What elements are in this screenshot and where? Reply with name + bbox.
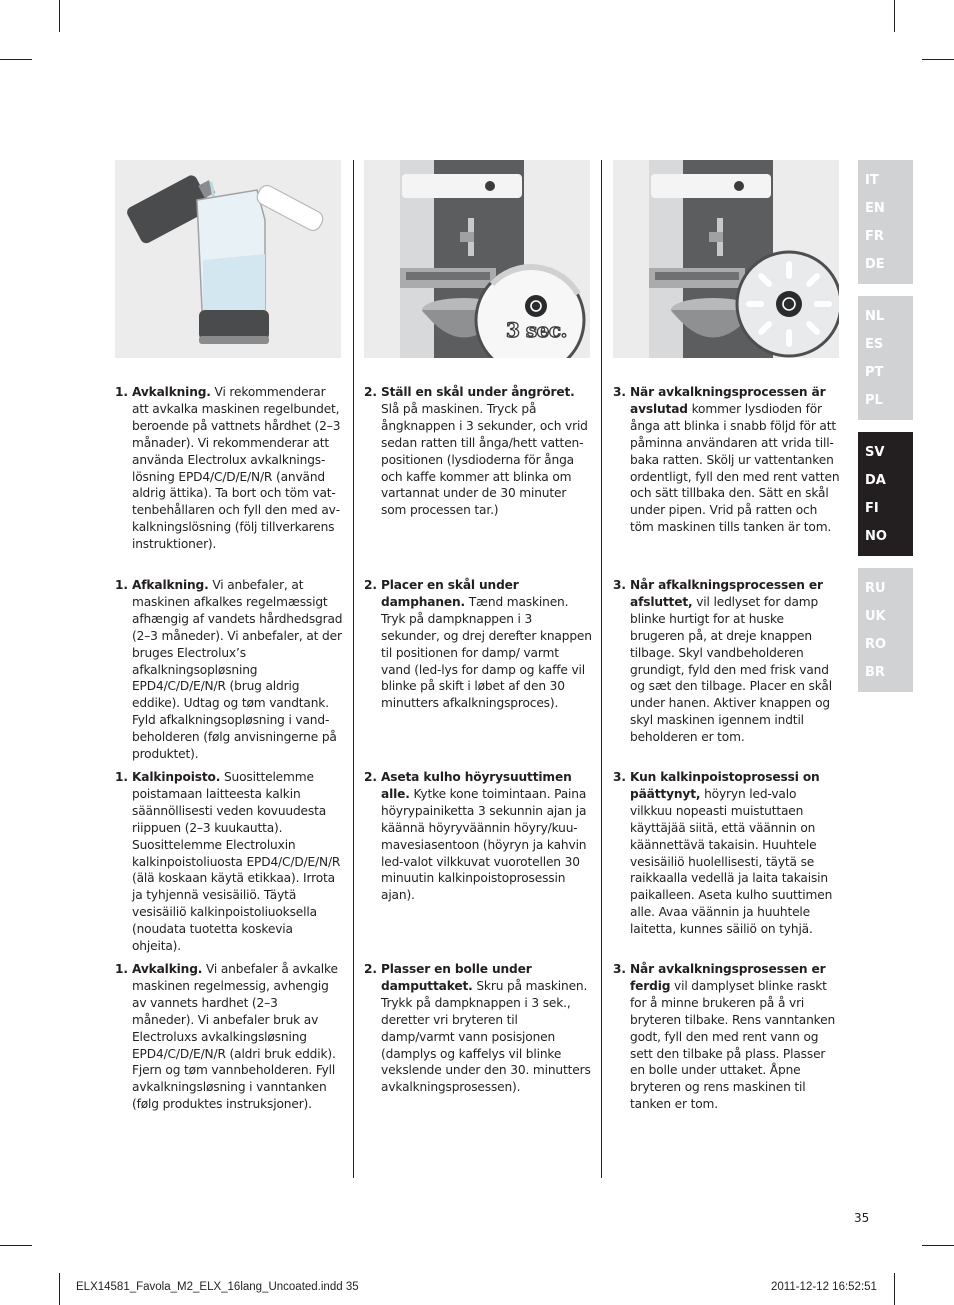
paragraph-sv-step-1: 1. Avkalkning. Vi rekommenderar att avkalka maskinen regelbundet, beroende på vattnets hårdhet (2–3 månader). Vi rekommenderar att använda Electrolux avkalkningslösning EPD4/C/D/E/N/R (använd aldrig ättika). Ta bort och töm vattenbehållaren och fyll den med avkalkningslösning (följ tillverkarens instruktioner).	[115, 385, 341, 552]
figure-descaling-solution-tank	[115, 160, 341, 358]
crop-mark	[922, 59, 954, 60]
language-tab-ro: RO	[865, 637, 887, 652]
language-tab-fi: FI	[865, 501, 879, 516]
language-tab-group	[858, 568, 913, 692]
paragraph-da-step-2: 2. Placer en skål under damphanen. Tænd maskinen. Tryk på dampknappen i 3 sekunder, og drej derefter knappen til positionen for damp/ varmt vand (led-lys for damp og kaffe vil blinke på skift i løbet af den 30 minutters afkalkningsproces).	[364, 578, 592, 711]
language-tab-en: EN	[865, 201, 885, 216]
paragraph-sv-step-3: 3. När avkalkningsprocessen är avslutad kommer lysdioden för ånga att blinka i snabb följd för att påminna användaren att vrida tillbaka ratten. Skölj ur vattentanken ordentligt, fyll den med rent vatten och sätt tillbaka den. Sätt en skål under pipen. Vrid på ratten och töm maskinen tills tanken är tom.	[613, 385, 840, 535]
paragraph-da-step-1: 1. Afkalkning. Vi anbefaler, at maskinen afkalkes regelmæssigt afhængig af vandets hårdhedsgrad (2–3 måneder). Vi anbefaler, at der bruges Electrolux’s afkalkningsopløsning EPD4/C/D/E/N/R (brug aldrig eddike). Udtag og tøm vandtank. Fyld afkalkningsopløsning i vandbeholderen (følg anvisningerne på produktet).	[115, 578, 343, 762]
paragraph-da-step-3: 3. Når afkalkningsprocessen er afsluttet, vil ledlyset for damp blinke hurtigt for at huske brugeren på, at dreje knappen tilbage. Skyl vandbeholderen grundigt, fyld den med frisk vand og sæt den tilbage. Placer en skål under hanen. Aktiver knappen og skyl maskinen igennem indtil beholderen er tom.	[613, 578, 832, 745]
figure-blinking-led-dial	[613, 160, 839, 358]
paragraph-sv-step-2: 2. Ställ en skål under ångröret. Slå på maskinen. Tryck på ångknappen i 3 sekunder, och vrid sedan ratten till ånga/hett vatten-positionen (lysdioderna för ånga och kaffe kommer att blinka om vartannat under de 30 minuter som processen tar.)	[364, 385, 588, 518]
language-tab-da: DA	[865, 473, 886, 488]
descaling-illustration	[115, 160, 341, 358]
crop-mark	[59, 0, 60, 32]
language-tab-group	[858, 160, 913, 284]
paragraph-fi-step-1: 1. Kalkinpoisto. Suosittelemme poistamaan laitteesta kalkin säännöllisesti veden kovuudesta riippuen (2–3 kuukautta). Suosittelemme Electroluxin kalkinpoistoliuosta EPD4/C/D/E/N/R (älä koskaan käytä etikkaa). Irrota ja tyhjennä vesisäiliö. Täytä vesisäiliö kalkinpoistoliuoksella (noudata tuotetta koskevia ohjeita).	[115, 770, 341, 954]
three-seconds-overlay: 3 sec.	[506, 318, 568, 342]
paragraph-fi-step-3: 3. Kun kalkinpoistoprosessi on päättynyt, höyryn led-valo vilkkuu nopeasti muistuttaen käyttäjää siitä, että väännin on käännettävä takaisin. Huuhtele vesisäiliö huolellisesti, täytä se raikkaalla vedellä ja laita takaisin paikalleen. Aseta kulho suuttimen alle. Avaa väännin ja huuhtele laitetta, kunnes säiliö on tyhjä.	[613, 770, 833, 937]
crop-mark	[0, 1245, 32, 1246]
paragraph-no-step-1: 1. Avkalking. Vi anbefaler å avkalke maskinen regelmessig, avhengig av vannets hardhet (2–3 måneder). Vi anbefaler bruk av Electroluxs avkalkingsløsning EPD4/C/D/E/N/R (aldri bruk eddik). Fjern og tøm vannbeholderen. Fyll avkalkningsløsning i vanntanken (følg produktes instruksjoner).	[115, 962, 338, 1112]
language-tab-pl: PL	[865, 393, 883, 408]
paragraph-no-step-2: 2. Plasser en bolle under damputtaket. Skru på maskinen. Trykk på dampknappen i 3 sek., deretter vri bryteren til damp/varmt vann posisjonen (damplys og kaffelys vil blinke vekslende under den 30. minutters avkalkningsprosessen).	[364, 962, 591, 1095]
crop-mark	[59, 1273, 60, 1305]
language-tab-fr: FR	[865, 229, 884, 244]
language-tab-es: ES	[865, 337, 884, 352]
crop-mark	[894, 0, 895, 32]
crop-mark	[922, 1245, 954, 1246]
language-tab-group-active	[858, 432, 913, 556]
slug-datetime: 2011-12-12 16:52:51	[771, 1281, 877, 1293]
language-tab-pt: PT	[865, 365, 884, 380]
slug-file: ELX14581_Favola_M2_ELX_16lang_Uncoated.indd 35	[76, 1281, 359, 1293]
crop-mark	[894, 1273, 895, 1305]
language-tab-sv: SV	[865, 445, 885, 460]
column-separator	[353, 160, 354, 1178]
blinking-led-illustration	[613, 160, 839, 358]
language-tab-it: IT	[865, 173, 879, 188]
language-tab-nl: NL	[865, 309, 885, 324]
language-tab-uk: UK	[865, 609, 886, 624]
language-tab-no: NO	[865, 529, 887, 544]
language-tab-br: BR	[865, 665, 885, 680]
language-tab-de: DE	[865, 257, 885, 272]
paragraph-fi-step-2: 2. Aseta kulho höyrysuuttimen alle. Kytke kone toimintaan. Paina höyrypainiketta 3 sekunnin ajan ja käännä höyryväännin höyry/kuumavesiasentoon (höyryn ja kahvin led-valot vilkkuvat vuorotellen 30 minuutin kalkinpoistoprosessin ajan).	[364, 770, 587, 903]
column-separator	[601, 160, 602, 1178]
paragraph-no-step-3: 3. Når avkalkningsprosessen er ferdig vil damplyset blinke raskt for å minne brukeren på å vri bryteren tilbake. Rens vanntanken godt, fyll den med rent vann og sett den tilbake på plass. Plasser en bolle under uttaket. Åpne bryteren og rens maskinen til tanken er tom.	[613, 962, 836, 1112]
language-tab-group	[858, 296, 913, 420]
page-number: 35	[854, 1211, 870, 1225]
figure-bowl-under-steam-wand	[364, 160, 590, 358]
language-tab-ru: RU	[865, 581, 886, 596]
crop-mark	[0, 59, 32, 60]
